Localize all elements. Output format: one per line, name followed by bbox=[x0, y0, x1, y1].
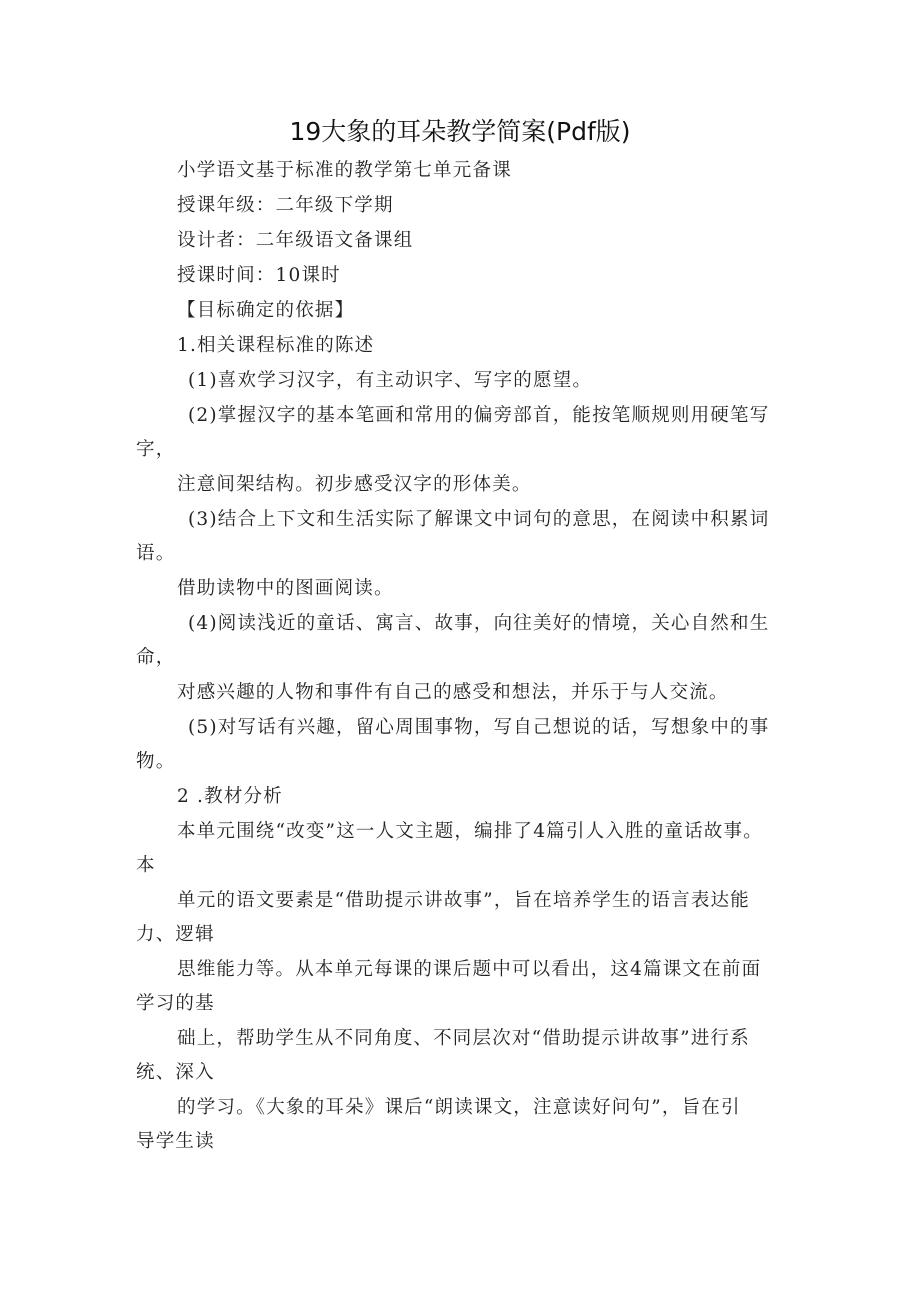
text-line: (2)掌握汉字的基本笔画和常用的偏旁部首，能按笔顺规则用硬笔写 bbox=[188, 405, 770, 426]
text-line: 借助读物中的图画阅读。 bbox=[177, 578, 394, 599]
text-line: 命， bbox=[136, 647, 176, 668]
text-line: 注意间架结构。初步感受汉字的形体美。 bbox=[177, 474, 532, 495]
text-line: 思维能力等。从本单元每课的课后题中可以看出，这4篇课文在前面 bbox=[177, 959, 762, 980]
text-line: (4)阅读浅近的童话、寓言、故事，向往美好的情境，关心自然和生 bbox=[188, 613, 770, 634]
text-line: 力、逻辑 bbox=[136, 924, 215, 945]
text-line: 单元的语文要素是“借助提示讲故事”，旨在培养学生的语言表达能 bbox=[177, 890, 750, 911]
text-line: (5)对写话有兴趣，留心周围事物，写自己想说的话，写想象中的事 bbox=[188, 717, 770, 738]
text-line: 的学习。《大象的耳朵》课后“朗读课文，注意读好问句”，旨在引 bbox=[177, 1097, 741, 1118]
section-heading: 2 .教材分析 bbox=[177, 786, 283, 807]
text-line: 对感兴趣的人物和事件有自己的感受和想法，并乐于与人交流。 bbox=[177, 682, 729, 703]
document-title: 19大象的耳朵教学简案(Pdf版) bbox=[289, 117, 631, 146]
section-heading: 【目标确定的依据】 bbox=[177, 300, 355, 321]
text-line: 本 bbox=[136, 855, 156, 876]
text-line: 授课时间：10课时 bbox=[177, 265, 341, 286]
text-line: 字， bbox=[136, 439, 176, 460]
text-line: 物。 bbox=[136, 751, 176, 772]
text-line: (3)结合上下文和生活实际了解课文中词句的意思，在阅读中积累词 bbox=[188, 509, 770, 530]
text-line: 导学生读 bbox=[136, 1131, 215, 1152]
text-line: 设计者：二年级语文备课组 bbox=[177, 230, 414, 251]
text-line: 本单元围绕“改变”这一人文主题，编排了4篇引人入胜的童话故事。 bbox=[177, 821, 763, 842]
text-line: 学习的基 bbox=[136, 993, 215, 1014]
text-line: 础上，帮助学生从不同角度、不同层次对“借助提示讲故事”进行系 bbox=[177, 1028, 750, 1049]
text-line: 统、深入 bbox=[136, 1062, 215, 1083]
text-line: 小学语文基于标准的教学第七单元备课 bbox=[177, 160, 512, 181]
text-line: (1)喜欢学习汉字，有主动识字、写字的愿望。 bbox=[188, 370, 593, 391]
text-line: 语。 bbox=[136, 543, 176, 564]
text-line: 1.相关课程标准的陈述 bbox=[177, 335, 375, 356]
text-line: 授课年级：二年级下学期 bbox=[177, 195, 394, 216]
